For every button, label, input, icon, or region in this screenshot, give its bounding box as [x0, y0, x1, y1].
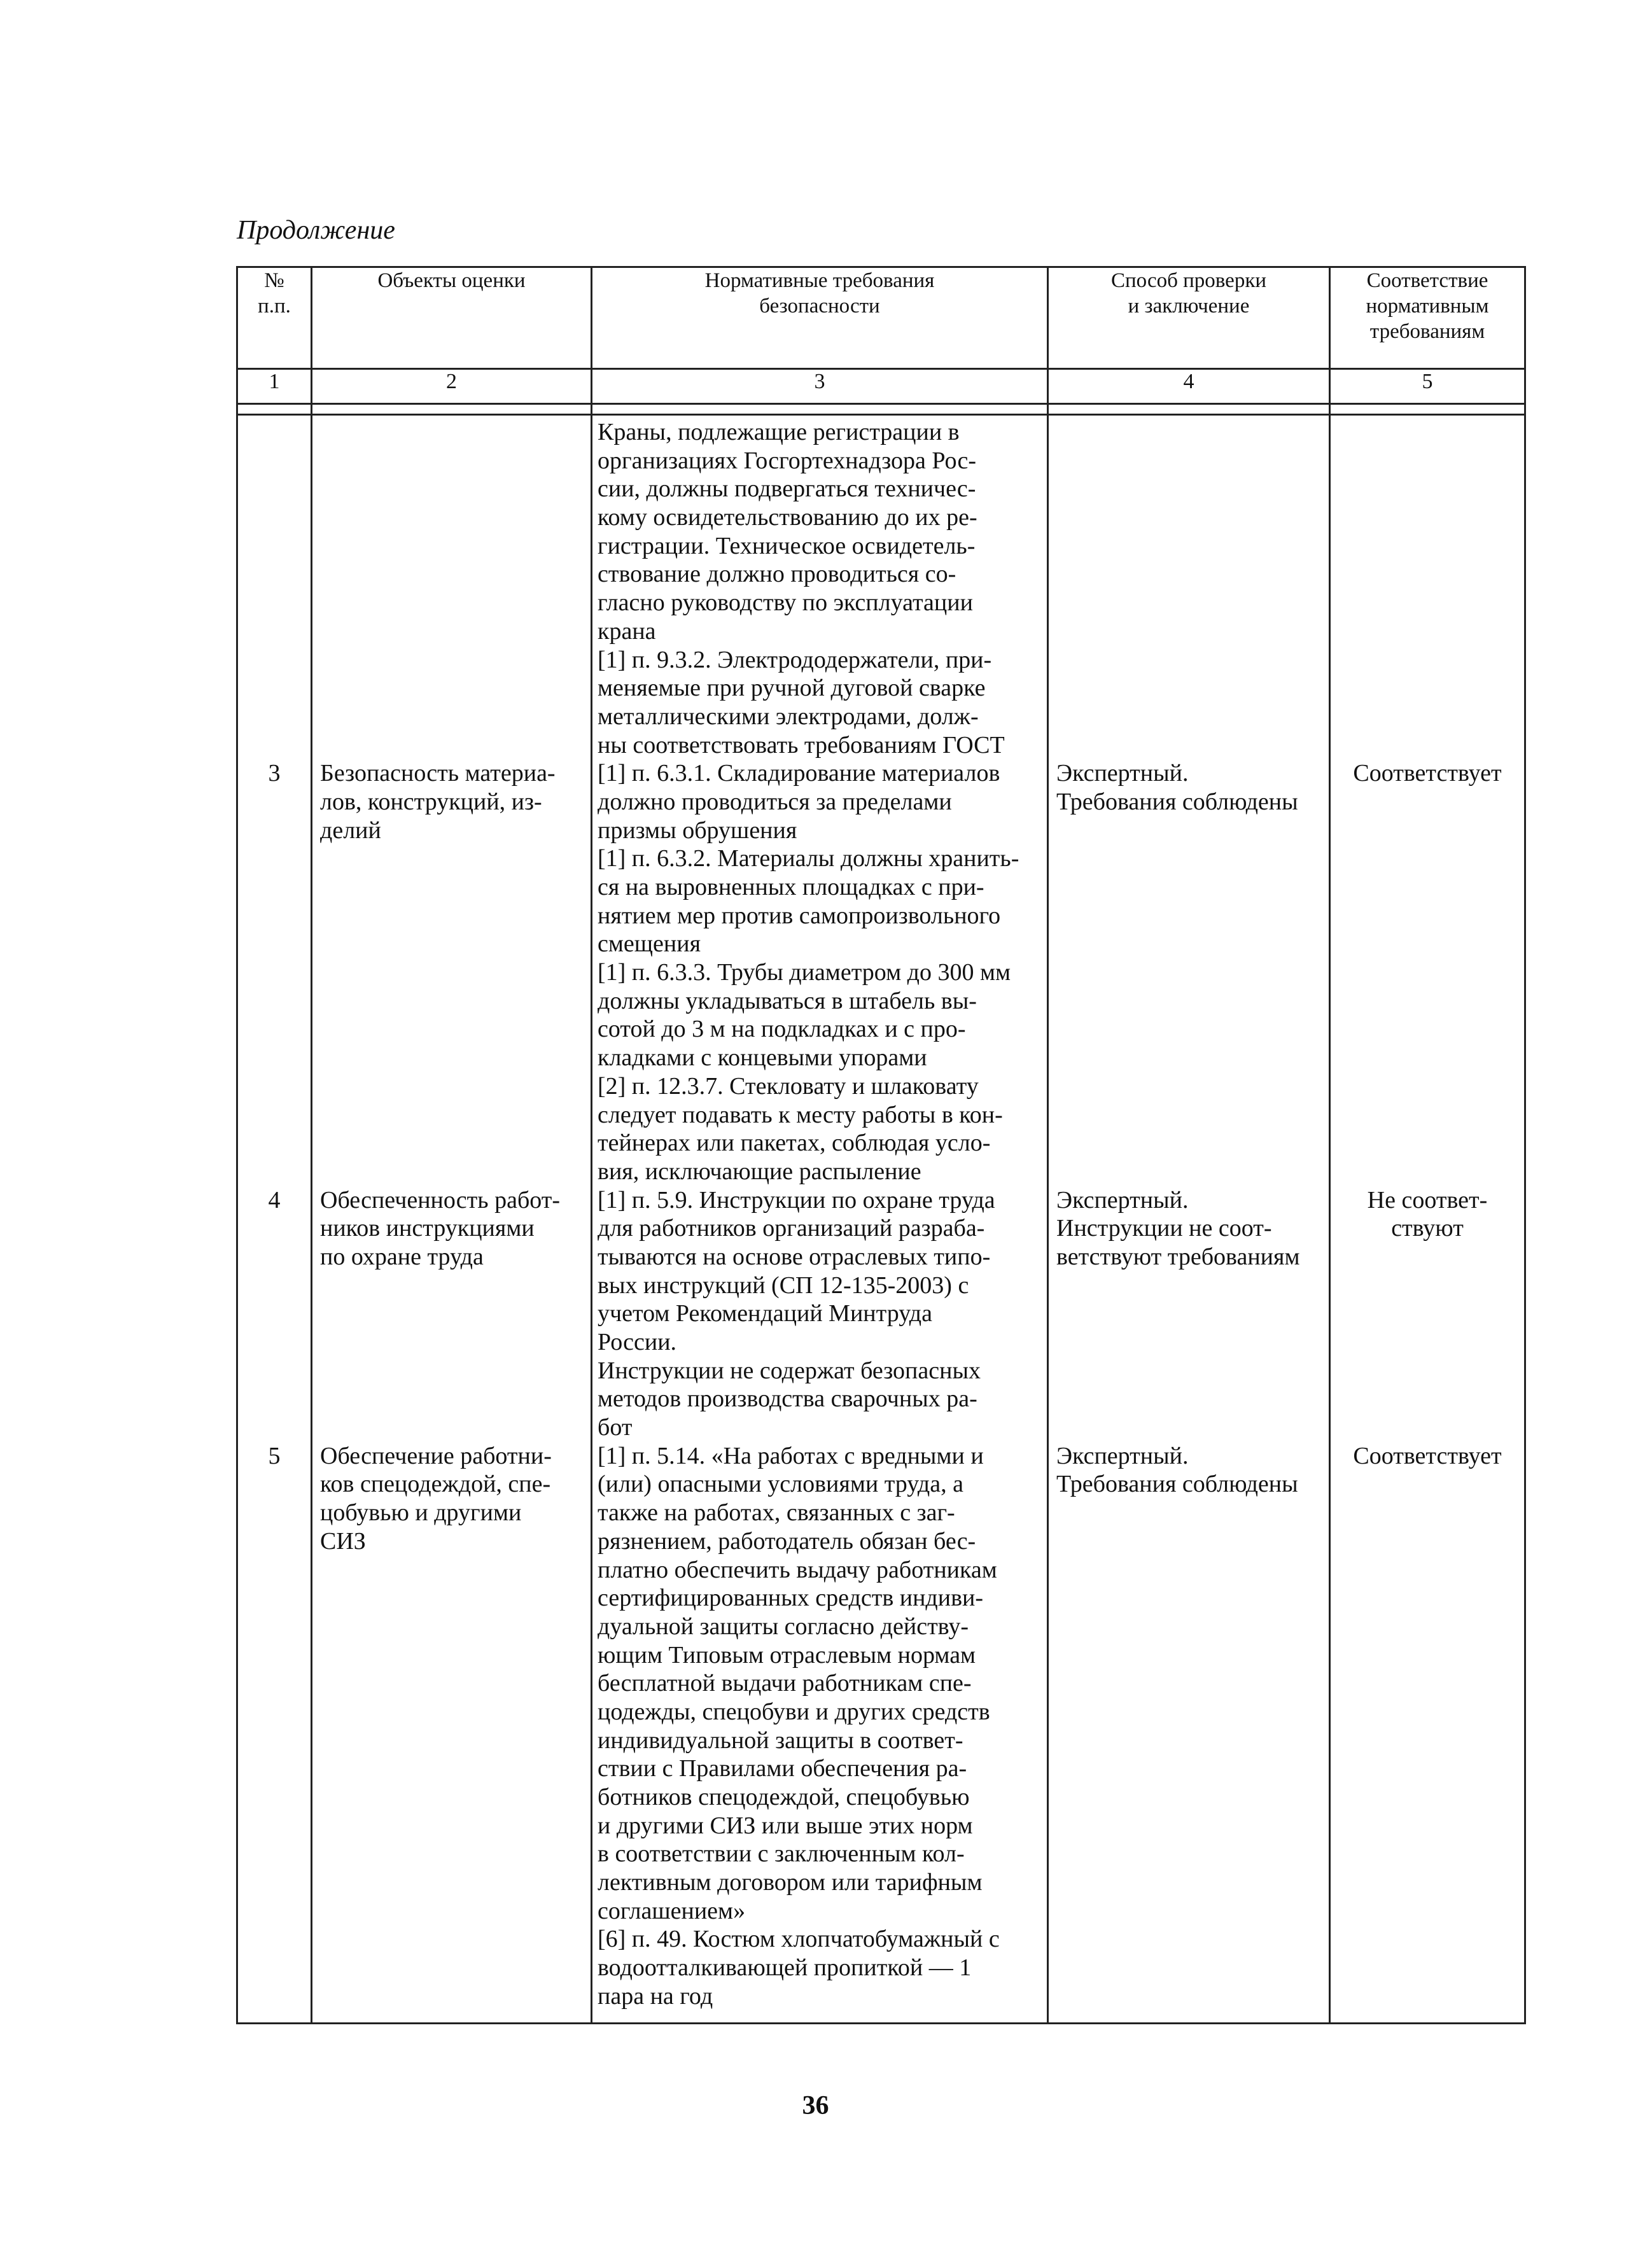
requirement-line: нятием мер против самопроизвольного — [598, 902, 1001, 929]
requirement-line: [1] п. 6.3.1. Складирование материалов — [598, 760, 1000, 787]
header-text: Соответствие — [1366, 269, 1488, 292]
method-line: Экспертный. — [1056, 760, 1189, 787]
method-line: Требования соблюдены — [1056, 1471, 1298, 1498]
requirement-line: гласно руководству по эксплуатации — [598, 589, 973, 617]
requirement-line: [1] п. 6.3.2. Материалы должны хранить- — [598, 845, 1019, 872]
requirement-line: учетом Рекомендаций Минтруда — [598, 1300, 933, 1327]
compliance-line: Соответствует — [1353, 1442, 1502, 1469]
requirement-line: [2] п. 12.3.7. Стекловату и шлаковату — [598, 1072, 979, 1100]
requirement-line: крана — [598, 617, 656, 645]
object-line: делий — [320, 816, 381, 844]
column-number: 1 — [237, 369, 312, 404]
requirement-line: ботников спецодеждой, спецобувью — [598, 1784, 970, 1810]
requirement-line: гистрации. Техническое освидетель- — [598, 532, 976, 559]
requirement-line: соглашением» — [598, 1897, 746, 1924]
continuation-label: Продолжение — [237, 216, 395, 245]
header-text: п.п. — [258, 295, 291, 318]
header-text: требованиям — [1369, 320, 1485, 343]
requirement-line: ствии с Правилами обеспечения ра- — [598, 1755, 967, 1782]
requirement-line: сертифицированных средств индиви- — [598, 1585, 984, 1612]
header-text: Способ проверки — [1110, 269, 1267, 292]
requirement-line: и другими СИЗ или выше этих норм — [598, 1812, 973, 1839]
row-number: 3 — [268, 760, 281, 787]
requirement-line: вия, исключающие распыление — [598, 1158, 921, 1185]
header-col-requirements — [592, 267, 1048, 369]
page-number: 36 — [802, 2091, 829, 2120]
object-line: по охране труда — [320, 1243, 484, 1270]
method-line: ветствуют требованиям — [1056, 1243, 1300, 1270]
row-number: 4 — [268, 1186, 281, 1214]
object-line: ков спецодеждой, спе- — [320, 1471, 551, 1498]
requirement-line: должно проводиться за пределами — [598, 788, 952, 815]
header-col-object — [312, 267, 592, 369]
compliance-line: Не соответ- — [1367, 1186, 1488, 1214]
requirement-line: водоотталкивающей пропиткой — 1 — [598, 1954, 972, 1982]
number-column — [237, 415, 312, 2024]
table-body-row — [237, 415, 1525, 2024]
requirement-line: [1] п. 6.3.3. Трубы диаметром до 300 мм — [598, 959, 1011, 986]
header-col-compliance — [1330, 267, 1525, 369]
requirement-line: организациях Госгортехнадзора Рос- — [598, 447, 977, 474]
compliance-column — [1330, 415, 1525, 2024]
compliance-line: ствуют — [1391, 1215, 1464, 1242]
row-number: 5 — [268, 1442, 281, 1469]
header-col-method — [1048, 267, 1330, 369]
requirement-line: [1] п. 9.3.2. Электрододержатели, при- — [598, 646, 992, 673]
requirement-line: ны соответствовать требованиям ГОСТ — [598, 731, 1005, 759]
column-number: 5 — [1330, 369, 1525, 404]
requirement-line: бесплатной выдачи работникам спе- — [598, 1670, 972, 1697]
requirement-line: ся на выровненных площадках с при- — [598, 874, 984, 900]
requirement-line: смещения — [598, 930, 701, 958]
requirement-line: призмы обрушения — [598, 816, 797, 844]
header-text: безопасности — [759, 295, 880, 318]
requirement-line: следует подавать к месту работы в кон- — [598, 1101, 1003, 1128]
requirement-line: сотой до 3 м на подкладках и с про- — [598, 1016, 966, 1043]
requirement-line: бот — [598, 1414, 633, 1441]
requirement-line: ющим Типовым отраслевым нормам — [598, 1641, 976, 1669]
requirement-line: платно обеспечить выдачу работникам — [598, 1556, 997, 1583]
header-col-number — [237, 267, 312, 369]
object-line: цобувью и другими — [320, 1499, 522, 1527]
object-line: лов, конструкций, из- — [320, 788, 542, 815]
method-column — [1048, 415, 1330, 2024]
requirement-line: для работников организаций разраба- — [598, 1215, 985, 1242]
requirement-line: цодежды, спецобуви и других средств — [598, 1698, 990, 1725]
header-text: нормативным — [1366, 295, 1489, 318]
requirement-line: [1] п. 5.14. «На работах с вредными и — [598, 1442, 984, 1469]
requirement-line: также на работах, связанных с заг- — [598, 1499, 955, 1527]
method-line: Инструкции не соот- — [1056, 1215, 1272, 1242]
requirement-line: металлическими электродами, долж- — [598, 703, 979, 730]
requirement-line: пара на год — [598, 1982, 713, 2010]
object-line: Обеспеченность работ- — [320, 1186, 561, 1214]
requirement-line: кому освидетельствованию до их ре- — [598, 504, 977, 531]
object-line: Безопасность материа- — [320, 760, 556, 787]
requirement-line: ствование должно проводиться со- — [598, 561, 956, 588]
header-text: и заключение — [1128, 295, 1250, 318]
header-text: № — [264, 269, 284, 292]
requirement-line: сии, должны подвергаться техничес- — [598, 475, 976, 503]
method-line: Требования соблюдены — [1056, 788, 1298, 815]
separator-row — [237, 404, 1525, 415]
requirement-line: кладками с концевыми упорами — [598, 1044, 927, 1072]
requirement-line: в соответствии с заключенным кол- — [598, 1840, 965, 1868]
requirements-table — [236, 266, 1526, 2024]
object-line: СИЗ — [320, 1527, 366, 1555]
object-line: ников инструкциями — [320, 1215, 535, 1242]
requirements-column — [592, 415, 1048, 2024]
requirement-line: лективным договором или тарифным — [598, 1869, 983, 1896]
requirement-line: должны укладываться в штабель вы- — [598, 987, 977, 1014]
header-text: Объекты оценки — [377, 269, 526, 292]
requirement-line: Инструкции не содержат безопасных — [598, 1357, 981, 1384]
requirement-line: (или) опасными условиями труда, а — [598, 1471, 963, 1498]
column-number: 2 — [312, 369, 592, 404]
column-number: 4 — [1048, 369, 1330, 404]
compliance-line: Соответствует — [1353, 760, 1502, 787]
requirement-line: индивидуальной защиты в соответ- — [598, 1726, 963, 1754]
table-header-row — [237, 267, 1525, 369]
method-line: Экспертный. — [1056, 1442, 1189, 1469]
object-line: Обеспечение работни- — [320, 1442, 552, 1469]
column-numbers-row — [237, 369, 1525, 404]
requirement-line: тываются на основе отраслевых типо- — [598, 1243, 991, 1270]
requirement-line: рязнением, работодатель обязан бес- — [598, 1527, 976, 1555]
requirement-line: России. — [598, 1329, 677, 1355]
column-number: 3 — [592, 369, 1048, 404]
header-text: Нормативные требования — [704, 269, 935, 292]
requirement-line: Краны, подлежащие регистрации в — [598, 419, 960, 445]
object-column — [312, 415, 592, 2024]
requirement-line: дуальной защиты согласно действу- — [598, 1613, 969, 1640]
requirement-line: методов производства сварочных ра- — [598, 1385, 977, 1413]
requirement-line: [6] п. 49. Костюм хлопчатобумажный с — [598, 1926, 1000, 1953]
requirement-line: меняемые при ручной дуговой сварке — [598, 675, 986, 702]
requirement-line: вых инструкций (СП 12-135-2003) с — [598, 1271, 969, 1299]
requirement-line: [1] п. 5.9. Инструкции по охране труда — [598, 1186, 995, 1214]
requirement-line: тейнерах или пакетах, соблюдая усло- — [598, 1130, 991, 1157]
method-line: Экспертный. — [1056, 1186, 1189, 1214]
